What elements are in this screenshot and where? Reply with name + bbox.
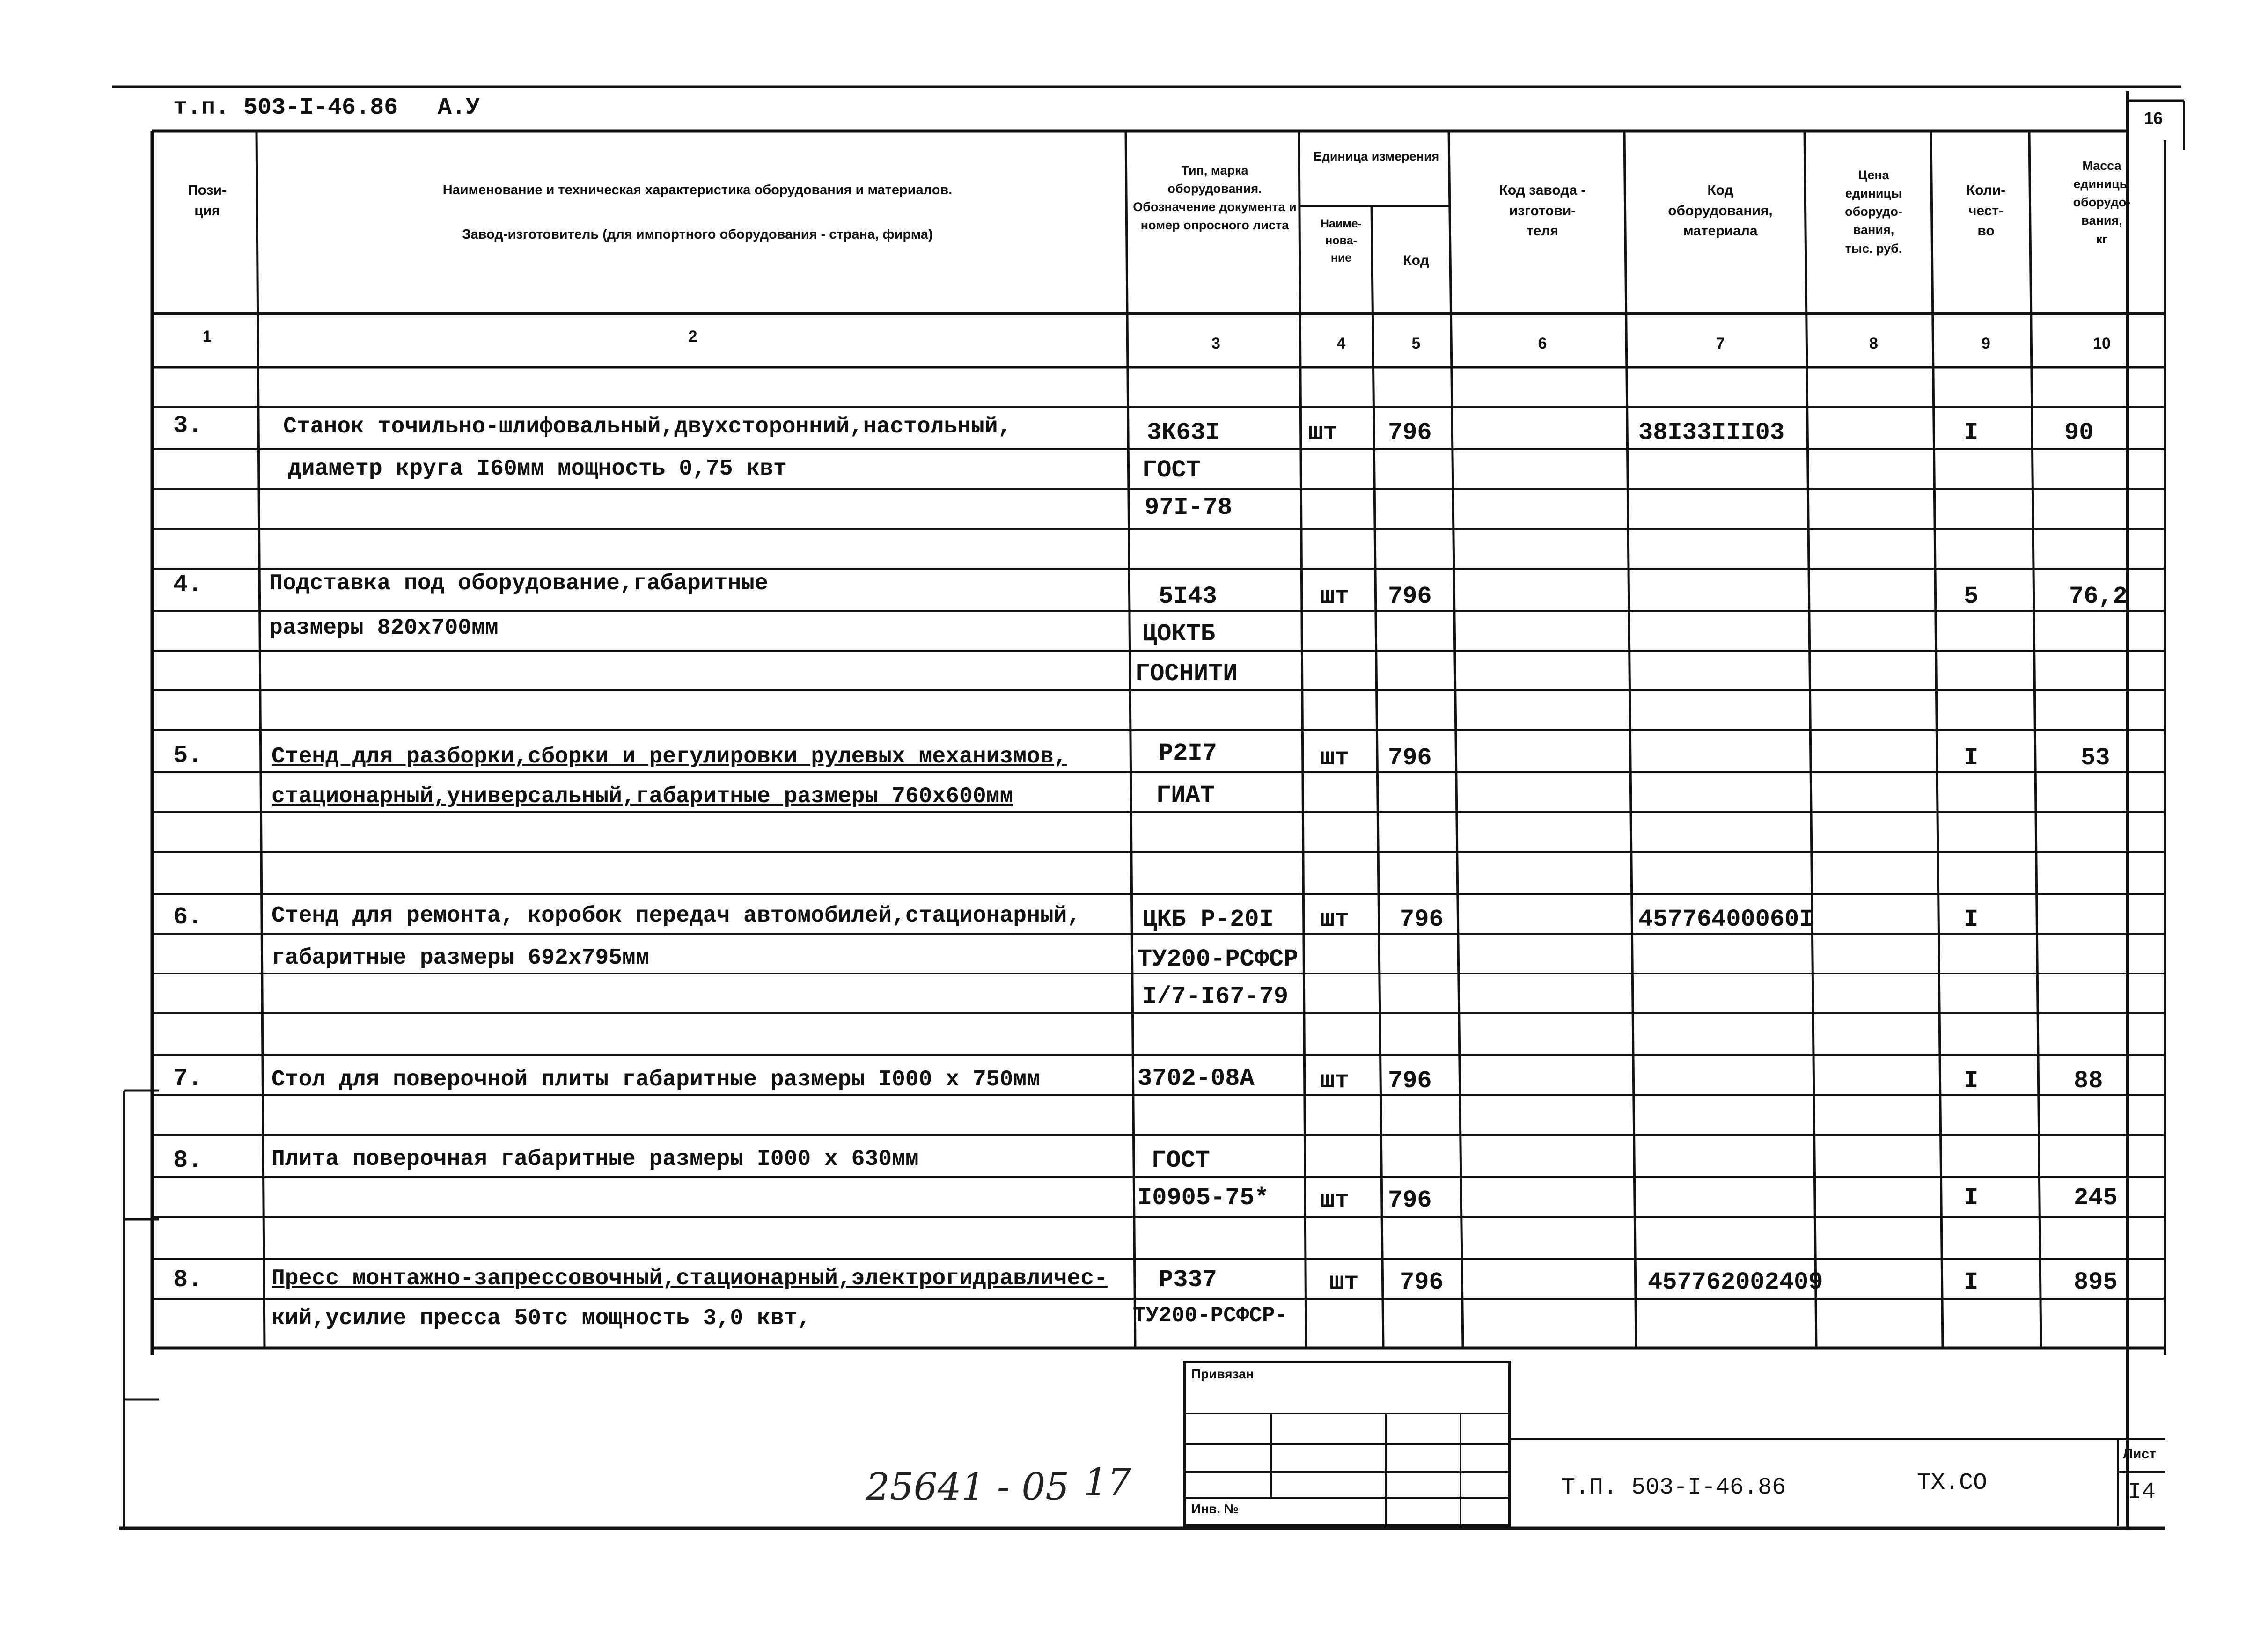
item-equipment-code: 38I33III03 — [1638, 419, 1785, 447]
item-name-line: размеры 820х700мм — [269, 615, 499, 641]
page-number: 16 — [2144, 109, 2163, 128]
col-number-1: 1 — [203, 328, 212, 345]
item-equipment-code: 45776400060I — [1638, 906, 1814, 933]
item-unit-code: 796 — [1400, 906, 1444, 933]
item-type-line: I/7-I67-79 — [1142, 983, 1289, 1011]
item-unit: шт — [1308, 419, 1338, 447]
item-name-line: Стенд для ремонта, коробок передач автомобилей,стационарный, — [272, 903, 1081, 929]
item-mass: 88 — [2074, 1067, 2103, 1095]
item-unit-code: 796 — [1400, 1268, 1444, 1296]
item-type-line: ТУ200-РСФСР- — [1133, 1303, 1288, 1328]
col5-title: Код — [1403, 253, 1429, 268]
item-quantity: I — [1964, 419, 1979, 447]
item-name-line: диаметр круга I60мм мощность 0,75 квт — [288, 456, 787, 482]
bottom-document-code: Т.П. 503-I-46.86 — [1561, 1474, 1786, 1501]
col3-title: Тип, марка оборудования. Обозначение документа и номер опросного листа — [1133, 163, 1297, 233]
bottom-document-mark: ТХ.СО — [1917, 1470, 1988, 1496]
item-name-line: Стенд для разборки,сборки и регулировки рулевых механизмов, — [272, 744, 1067, 769]
sheet-number: I4 — [2128, 1479, 2156, 1506]
col1-title: Пози- ция — [188, 183, 227, 219]
item-unit-code: 796 — [1388, 419, 1432, 447]
item-position: 3. — [173, 412, 203, 439]
item-quantity: I — [1964, 1268, 1979, 1296]
item-type-line: ГИАТ — [1156, 782, 1215, 809]
item-quantity: I — [1964, 744, 1979, 772]
col7-title: Код оборудования, материала — [1668, 183, 1773, 239]
item-type-line: ГОСНИТИ — [1135, 660, 1238, 688]
item-type-line: I0905-75* — [1138, 1184, 1269, 1212]
col9-title: Коли- чест- во — [1966, 183, 2006, 239]
col-number-10: 10 — [2093, 335, 2111, 352]
item-type-line: Р337 — [1159, 1266, 1217, 1294]
item-type-line: ЦКБ Р-20I — [1142, 906, 1274, 933]
item-type-line: 5I43 — [1159, 583, 1217, 610]
item-type-line: 97I-78 — [1145, 494, 1233, 521]
item-unit: шт — [1320, 1186, 1350, 1214]
col-number-5: 5 — [1411, 335, 1421, 352]
item-mass: 245 — [2074, 1184, 2118, 1212]
col-number-2: 2 — [688, 328, 697, 345]
item-name-line: Пресс монтажно-запрессовочный,стационарный,электрогидравличес- — [272, 1266, 1108, 1291]
item-name-line: стационарный,универсальный,габаритные размеры 760х600мм — [272, 784, 1013, 809]
item-unit-code: 796 — [1388, 1067, 1432, 1095]
item-unit: шт — [1320, 1067, 1350, 1095]
item-mass: 76,2 — [2069, 583, 2128, 610]
item-quantity: I — [1964, 906, 1979, 933]
col-number-3: 3 — [1211, 335, 1220, 352]
item-quantity: 5 — [1964, 583, 1979, 610]
item-name-line: кий,усилие пресса 50тс мощность 3,0 квт, — [272, 1306, 811, 1331]
col-number-9: 9 — [1982, 335, 1990, 352]
document-code: т.п. 503-I-46.86 — [173, 95, 398, 121]
item-type-line: ЦОКТБ — [1142, 620, 1216, 648]
col-number-8: 8 — [1869, 335, 1878, 352]
item-mass: 53 — [2081, 744, 2110, 772]
item-position: 6. — [173, 903, 203, 931]
item-name-line: Стол для поверочной плиты габаритные размеры I000 х 750мм — [272, 1067, 1040, 1092]
item-position: 7. — [173, 1065, 203, 1092]
item-position: 8. — [173, 1147, 203, 1174]
item-equipment-code: 457762002409 — [1648, 1268, 1823, 1296]
item-type-line: ГОСТ — [1152, 1147, 1210, 1174]
item-position: 5. — [173, 742, 203, 769]
col-number-4: 4 — [1336, 335, 1346, 352]
item-unit: шт — [1329, 1268, 1359, 1296]
item-type-line: 3К63I — [1147, 419, 1220, 447]
item-mass: 90 — [2064, 419, 2094, 447]
col8-title: Цена единицы оборудо- вания, тыс. руб. — [1845, 168, 1902, 256]
item-unit-code: 796 — [1388, 583, 1432, 610]
col45-title: Единица измерения — [1313, 149, 1439, 163]
col-number-7: 7 — [1716, 335, 1725, 352]
col-number-6: 6 — [1538, 335, 1547, 352]
item-position: 8. — [173, 1266, 203, 1294]
item-name-line: Плита поверочная габаритные размеры I000 х 630мм — [272, 1147, 919, 1172]
item-position: 4. — [173, 571, 203, 599]
item-mass: 895 — [2074, 1268, 2118, 1296]
col2-title-line1: Наименование и техническая характеристика оборудования и материалов. — [442, 183, 953, 198]
col4-title: Наиме- нова- ние — [1320, 217, 1362, 264]
item-name-line: габаритные размеры 692х795мм — [272, 945, 649, 971]
item-quantity: I — [1964, 1184, 1979, 1212]
item-unit: шт — [1320, 583, 1350, 610]
inventory-label: Инв. № — [1191, 1501, 1239, 1516]
item-type-line: 3702-08А — [1138, 1065, 1255, 1092]
item-unit: шт — [1320, 906, 1350, 933]
item-type-line: Р2I7 — [1159, 740, 1217, 767]
section-mark: А.У — [438, 95, 480, 121]
col6-title: Код завода - изготови- теля — [1499, 183, 1586, 239]
item-name-line: Подставка под оборудование,габаритные — [269, 571, 768, 596]
item-name-line: Станок точильно-шлифовальный,двухсторонний,настольный, — [283, 414, 1012, 439]
col10-title: Масса единицы оборудо- вания, кг — [2073, 159, 2131, 246]
item-type-line: ГОСТ — [1142, 456, 1201, 484]
col2-title-line2: Завод-изготовитель (для импортного оборудования - страна, фирма) — [462, 227, 933, 242]
item-type-line: ТУ200-РСФСР — [1138, 945, 1299, 973]
item-quantity: I — [1964, 1067, 1979, 1095]
item-unit-code: 796 — [1388, 1186, 1432, 1214]
stamp-label: Привязан — [1191, 1367, 1254, 1381]
item-unit-code: 796 — [1388, 744, 1432, 772]
sheet-label: Лист — [2123, 1446, 2156, 1462]
item-unit: шт — [1320, 744, 1350, 772]
handwritten-number: 17 — [1084, 1460, 1131, 1504]
handwritten-reference: 25641 - 05 — [866, 1465, 1070, 1509]
